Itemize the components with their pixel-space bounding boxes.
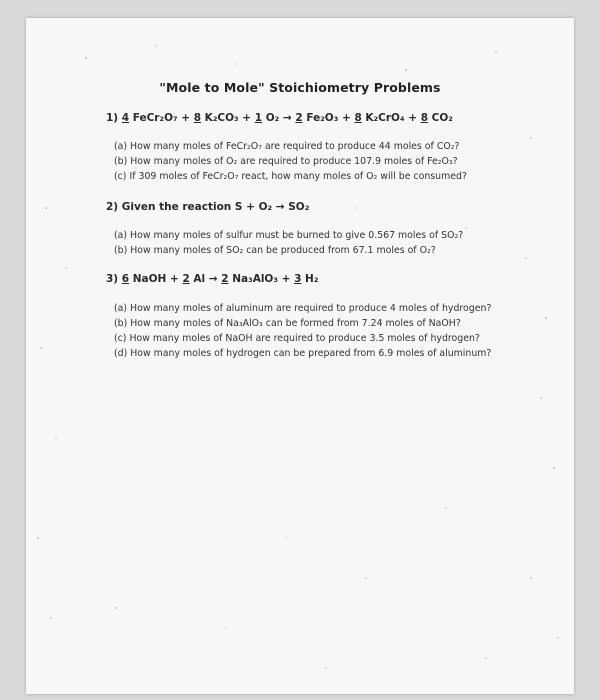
species: H₂ (301, 273, 319, 285)
question-1a: (a) How many moles of FeCr₂O₇ are required to produce 44 moles of CO₂? (114, 141, 460, 152)
problem-3-equation (106, 273, 318, 285)
question-2a: (a) How many moles of sulfur must be burned to give 0.567 moles of SO₂? (114, 230, 464, 241)
species: CO₂ (428, 112, 453, 124)
species: NaOH + (129, 273, 183, 285)
coefficient: 2 (221, 273, 229, 285)
problem-number: 1) (106, 112, 119, 124)
question-3c: (c) How many moles of NaOH are required to produce 3.5 moles of hydrogen? (114, 333, 480, 344)
species: Fe₂O₃ + (302, 112, 355, 124)
coefficient: 8 (354, 112, 362, 124)
species: K₂CO₃ + (201, 112, 255, 124)
coefficient: 4 (121, 112, 130, 124)
species: O₂ → (262, 112, 296, 124)
worksheet-page (26, 18, 574, 694)
problem-2-heading (106, 201, 309, 213)
coefficient: 8 (420, 112, 428, 124)
problem-number: 2) (106, 201, 119, 213)
question-1b: (b) How many moles of O₂ are required to produce 107.9 moles of Fe₂O₃? (114, 156, 458, 167)
question-2b: (b) How many moles of SO₂ can be produced from 67.1 moles of O₂? (114, 245, 436, 256)
question-3d: (d) How many moles of hydrogen can be prepared from 6.9 moles of aluminum? (114, 348, 492, 359)
problem-1-equation (106, 112, 453, 124)
question-1c: (c) If 309 moles of FeCr₂O₇ react, how many moles of O₂ will be consumed? (114, 171, 467, 182)
species: K₂CrO₄ + (361, 112, 421, 124)
question-3a: (a) How many moles of aluminum are required to produce 4 moles of hydrogen? (114, 303, 492, 314)
coefficient: 6 (121, 273, 130, 285)
species: FeCr₂O₇ + (129, 112, 194, 124)
problem-number: 3) (106, 273, 119, 285)
species: Na₃AlO₃ + (228, 273, 295, 285)
species: Al → (189, 273, 222, 285)
coefficient: 8 (193, 112, 202, 124)
question-3b: (b) How many moles of Na₃AlO₃ can be formed from 7.24 moles of NaOH? (114, 318, 461, 329)
problem-heading: Given the reaction S + O₂ → SO₂ (121, 201, 310, 213)
coefficient: 2 (295, 112, 303, 124)
coefficient: 1 (254, 112, 263, 124)
coefficient: 3 (294, 273, 302, 285)
page-title: "Mole to Mole" Stoichiometry Problems (159, 80, 441, 95)
coefficient: 2 (182, 273, 190, 285)
